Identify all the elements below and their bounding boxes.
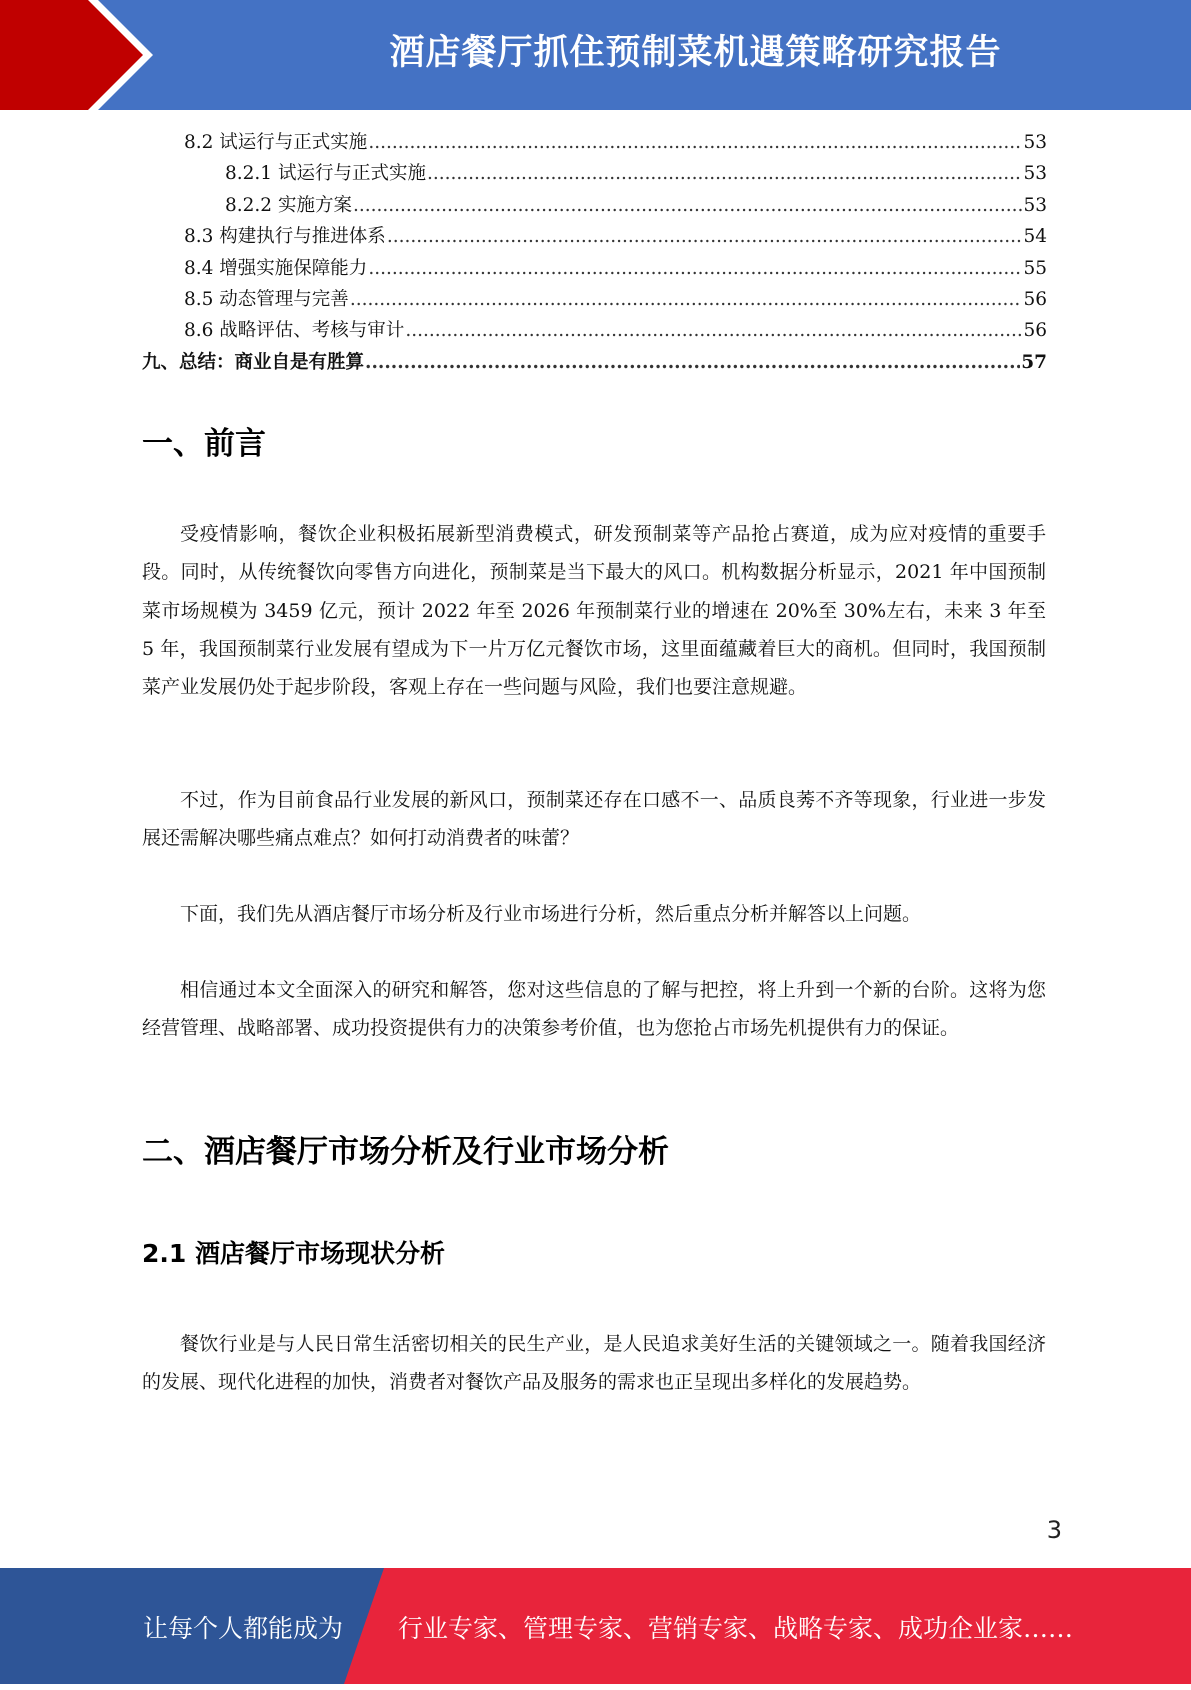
page-header [0, 0, 1191, 110]
toc-entry-label: 8.4 增强实施保障能力 [184, 257, 368, 279]
toc-entry[interactable] [142, 348, 1047, 379]
footer-slogan-left: 让每个人都能成为 [143, 1614, 344, 1643]
report-title: 酒店餐厅抓住预制菜机遇策略研究报告 [389, 33, 1002, 73]
preface-paragraph-3: 下面，我们先从酒店餐厅市场分析及行业市场进行分析，然后重点分析并解答以上问题。 [180, 903, 922, 925]
preface-paragraph-2: 不过，作为目前食品行业发展的新风口，预制菜还存在口感不一、品质良莠不齐等现象，行业进一步发展还需解决哪些痛点难点？如何打动消费者的味蕾？ [142, 789, 1046, 850]
toc-entry-label: 8.6 战略评估、考核与审计 [184, 320, 405, 342]
toc-dot-leader [350, 289, 1023, 310]
toc-dot-leader [365, 352, 1020, 373]
toc-entry-page: 53 [1023, 194, 1047, 216]
footer-slogan-right: 行业专家、管理专家、营销专家、战略专家、成功企业家…… [398, 1614, 1074, 1643]
toc-dot-leader [405, 320, 1022, 341]
toc-entry[interactable] [142, 254, 1047, 285]
table-of-contents [142, 128, 1047, 379]
preface-paragraph-1: 受疫情影响，餐饮企业积极拓展新型消费模式，研发预制菜等产品抢占赛道，成为应对疫情的重要手段。同时，从传统餐饮向零售方向进化，预制菜是当下最大的风口。机构数据分析显示，2021 年中国预制菜市场规模为 3459 亿元，预计 2022 年至 2026 年预制菜行业的增速在 20%至 30%左右，未来 3 年至 5 年，我国预制菜行业发展有望成为下一片万亿元餐饮市场，这里面蕴藏着巨大的商机。但同时，我国预制菜产业发展仍处于起步阶段，客观上存在一些问题与风险，我们也要注意规避。 [142, 523, 1046, 699]
toc-entry-label: 8.2.1 试运行与正式实施 [225, 163, 426, 185]
toc-dot-leader [427, 163, 1022, 184]
toc-dot-leader [387, 226, 1023, 247]
toc-entry[interactable] [142, 316, 1047, 347]
toc-entry-label: 8.5 动态管理与完善 [184, 288, 349, 310]
toc-entry-page: 53 [1023, 163, 1047, 185]
toc-entry-page: 54 [1023, 226, 1047, 248]
toc-entry[interactable] [142, 159, 1047, 190]
toc-entry[interactable] [142, 285, 1047, 316]
page-number: 3 [1046, 1516, 1062, 1544]
toc-entry-page: 56 [1023, 288, 1047, 310]
toc-entry[interactable] [142, 222, 1047, 253]
section-heading-market-analysis: 二、酒店餐厅市场分析及行业市场分析 [142, 1134, 669, 1170]
subsection-heading-2-1: 2.1 酒店餐厅市场现状分析 [142, 1239, 445, 1268]
toc-entry[interactable] [142, 128, 1047, 159]
toc-entry-label: 8.2.2 实施方案 [225, 194, 352, 216]
section-heading-preface: 一、前言 [142, 426, 266, 462]
toc-entry-label: 8.2 试运行与正式实施 [184, 132, 368, 153]
toc-entry-page: 55 [1023, 257, 1047, 279]
toc-dot-leader [353, 195, 1023, 216]
page-footer [0, 1568, 1191, 1684]
market-paragraph-1: 餐饮行业是与人民日常生活密切相关的民生产业，是人民追求美好生活的关键领域之一。随着我国经济的发展、现代化进程的加快，消费者对餐饮产品及服务的需求也正呈现出多样化的发展趋势。 [142, 1333, 1046, 1394]
toc-entry-page: 53 [1023, 132, 1047, 153]
toc-dot-leader [368, 258, 1022, 279]
toc-entry-label: 8.3 构建执行与推进体系 [184, 226, 386, 248]
toc-dot-leader [368, 132, 1022, 153]
toc-entry-page: 57 [1021, 351, 1047, 373]
toc-entry[interactable] [142, 191, 1047, 222]
toc-entry-page: 56 [1023, 320, 1047, 342]
toc-entry-label: 九、总结：商业自是有胜算 [142, 351, 365, 373]
preface-paragraph-4: 相信通过本文全面深入的研究和解答，您对这些信息的了解与把控，将上升到一个新的台阶。这将为您经营管理、战略部署、成功投资提供有力的决策参考价值，也为您抢占市场先机提供有力的保证。 [142, 979, 1046, 1040]
